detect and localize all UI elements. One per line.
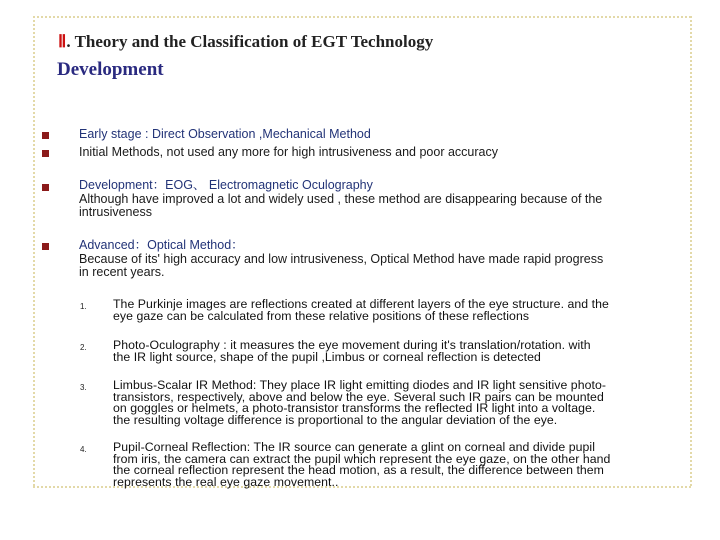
numbered-line: the resulting voltage difference is proportional to the angular deviation of the eye. <box>113 412 558 427</box>
bullet-item <box>79 146 679 160</box>
slide-subtitle: Development <box>57 59 164 80</box>
bullet-item <box>79 239 679 280</box>
bullet-line: Initial Methods, not used any more for high intrusiveness and poor accuracy <box>79 145 498 159</box>
bullet-marker-icon <box>42 132 49 139</box>
list-number: 1. <box>80 302 87 311</box>
slide-title-text: . Theory and the Classification of EGT Technology <box>66 32 434 51</box>
numbered-line: Photo-Oculography : it measures the eye movement during it's translation/rotation. with <box>113 338 591 352</box>
slide-border-left <box>33 16 35 486</box>
list-number: 3. <box>80 383 87 392</box>
list-number: 4. <box>80 445 87 454</box>
bullet-marker-icon <box>42 184 49 191</box>
numbered-item <box>113 442 688 488</box>
slide-title <box>58 32 433 52</box>
bullet-line: Because of its' high accuracy and low intrusiveness, Optical Method have made rapid progress <box>79 251 604 266</box>
numbered-line: represents the real eye gaze movement.. <box>113 474 339 489</box>
slide-border-right <box>690 16 692 486</box>
list-number: 2. <box>80 343 87 352</box>
numbered-line: The Purkinje images are reflections created at different layers of the eye structure. and the <box>113 297 609 311</box>
numbered-line: transistors, respectively, above and below the eye. Several such IR pairs can be mounted <box>113 389 604 404</box>
bullet-label: Early stage : Direct Observation ,Mechanical Method <box>79 127 371 141</box>
bullet-label: Development：EOG、 Electromagnetic Oculography <box>79 178 373 192</box>
numbered-line: the IR light source, shape of the pupil ,Limbus or corneal reflection is detected <box>113 349 541 364</box>
slide-border-top <box>33 16 691 18</box>
bullet-line: in recent years. <box>79 265 165 279</box>
numbered-line: from iris, the camera can extract the pupil which represent the eye gaze, on the other hand <box>113 451 611 466</box>
numbered-line: on goggles or helmets, a photo-transistor transforms the reflected IR light into a voltage. <box>113 401 596 415</box>
bullet-item <box>79 128 679 142</box>
section-numeral: Ⅱ <box>58 32 67 51</box>
bullet-line: intrusiveness <box>79 205 152 219</box>
bullet-line: Although have improved a lot and widely used , these method are disappearing because of the <box>79 191 603 206</box>
numbered-item <box>113 340 688 363</box>
bullet-item <box>79 179 679 220</box>
numbered-line: Pupil-Corneal Reflection: The IR source can generate a glint on corneal and divide pupil <box>113 440 595 454</box>
numbered-item <box>113 380 688 426</box>
numbered-line: eye gaze can be calculated from these relative positions of these reflections <box>113 308 530 323</box>
bullet-marker-icon <box>42 243 49 250</box>
bullet-marker-icon <box>42 150 49 157</box>
numbered-line: the corneal reflection represent the head motion, as a result, the difference between them <box>113 463 604 477</box>
bullet-label: Advanced：Optical Method： <box>79 238 244 252</box>
numbered-item <box>113 299 688 322</box>
numbered-line: Limbus-Scalar IR Method: They place IR light emitting diodes and IR light sensitive photo- <box>113 378 606 392</box>
